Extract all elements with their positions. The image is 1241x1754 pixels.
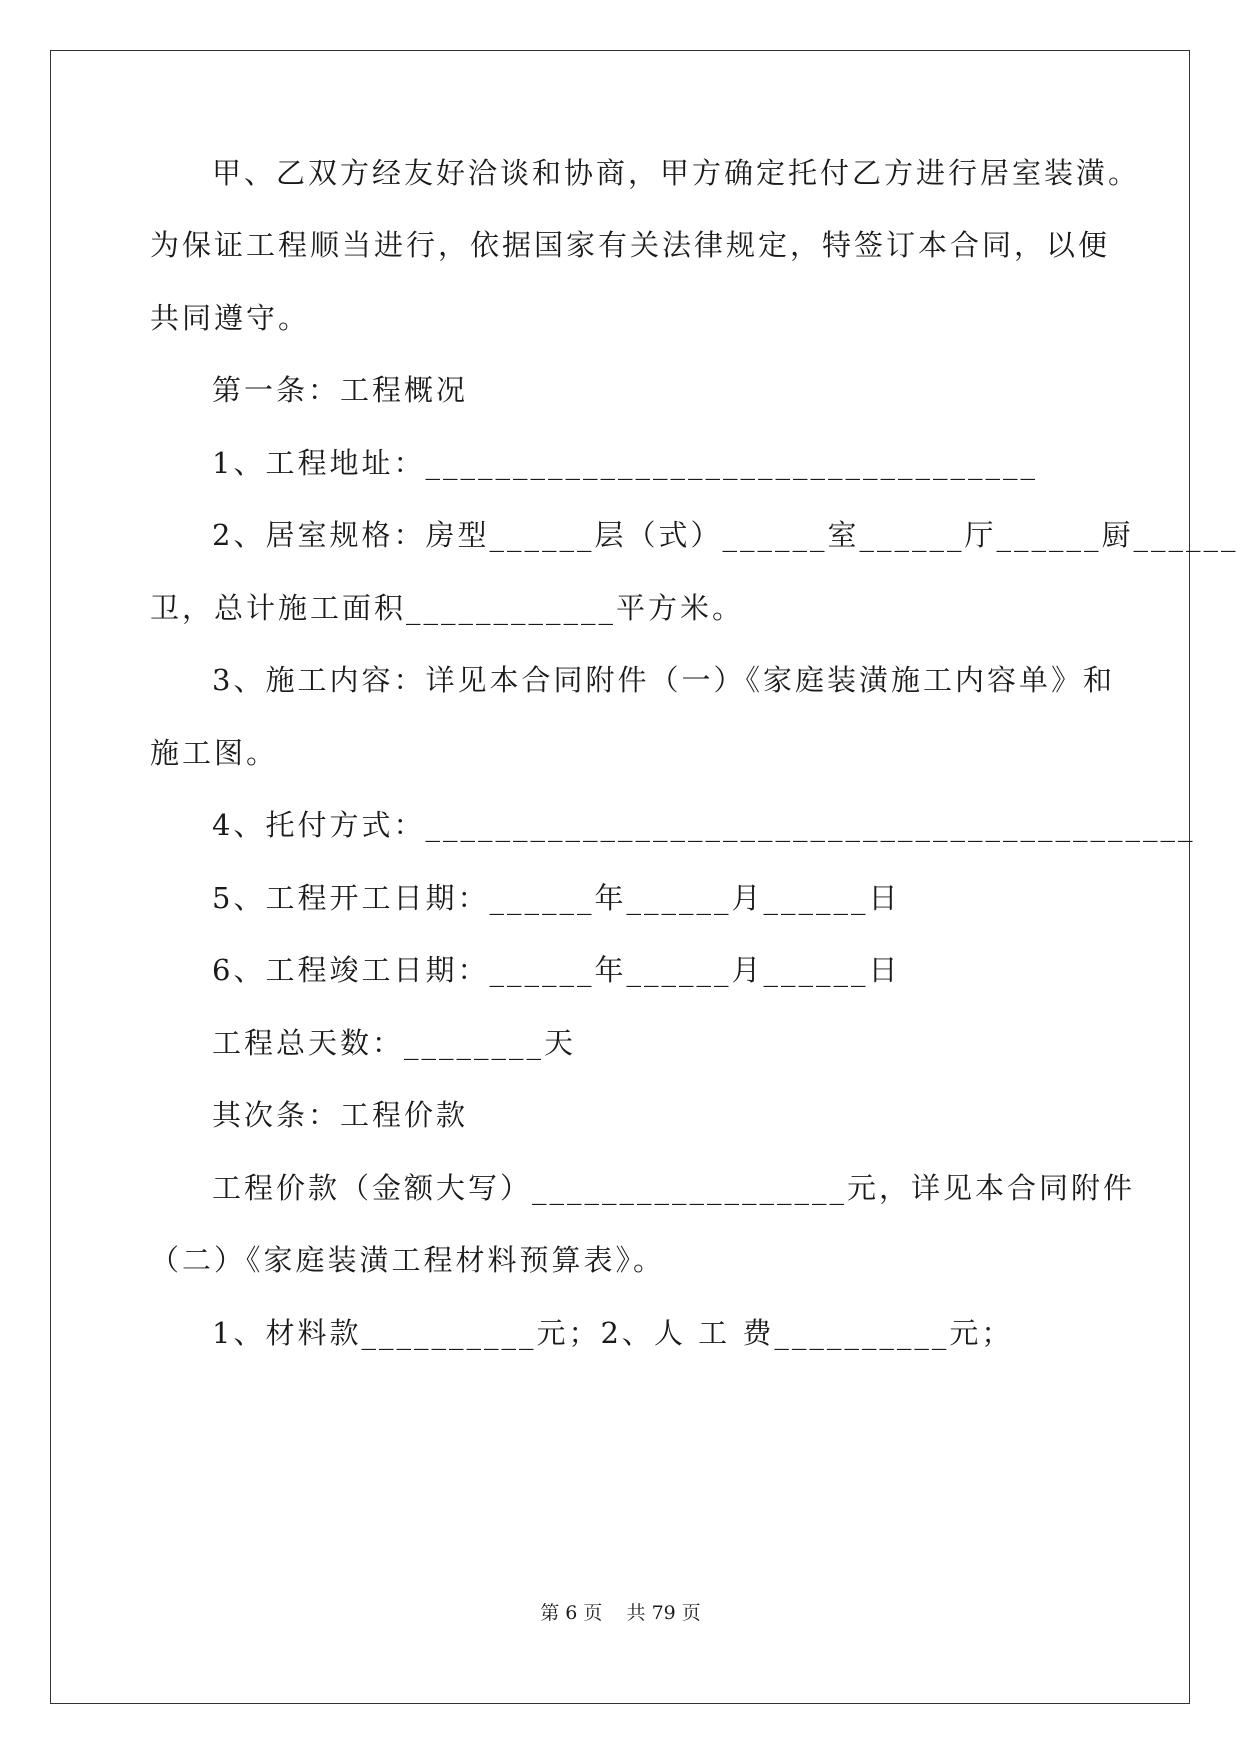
start-date-line: 5、工程开工日期：______年______月______日 — [212, 881, 901, 915]
page-number: 第 6 页 共 79 页 — [540, 1602, 701, 1624]
paragraph-line-1: 甲、乙双方经友好洽谈和协商，甲方确定托付乙方进行居室装潢。 — [212, 156, 1141, 190]
commission-method-line: 4、托付方式：____________________________________________ — [212, 808, 1196, 842]
construction-content-line-cont: 施工图。 — [150, 736, 279, 770]
project-price-line-cont: （二）《家庭装潢工程材料预算表》。 — [150, 1243, 666, 1277]
project-price-line: 工程价款（金额大写）__________________元，详见本合同附件 — [212, 1171, 1136, 1205]
construction-content-line: 3、施工内容：详见本合同附件（一）《家庭装潢施工内容单》和 — [212, 663, 1115, 697]
total-days-line: 工程总天数：________天 — [212, 1026, 577, 1060]
project-address-line: 1、工程地址：___________________________________ — [212, 446, 1038, 480]
room-spec-line-cont: 卫，总计施工面积____________平方米。 — [150, 591, 745, 625]
room-spec-line: 2、居室规格：房型______层（式）______室______厅______厨______ — [212, 518, 1239, 552]
completion-date-line: 6、工程竣工日期：______年______月______日 — [212, 953, 901, 987]
paragraph-line-3: 共同遵守。 — [150, 301, 311, 335]
article-2-heading: 其次条：工程价款 — [212, 1098, 469, 1132]
article-1-heading: 第一条：工程概况 — [212, 373, 469, 407]
cost-breakdown-line: 1、材料款__________元；2、人 工 费__________元； — [212, 1316, 1014, 1350]
paragraph-line-2: 为保证工程顺当进行，依据国家有关法律规定，特签订本合同，以便 — [150, 228, 1111, 262]
